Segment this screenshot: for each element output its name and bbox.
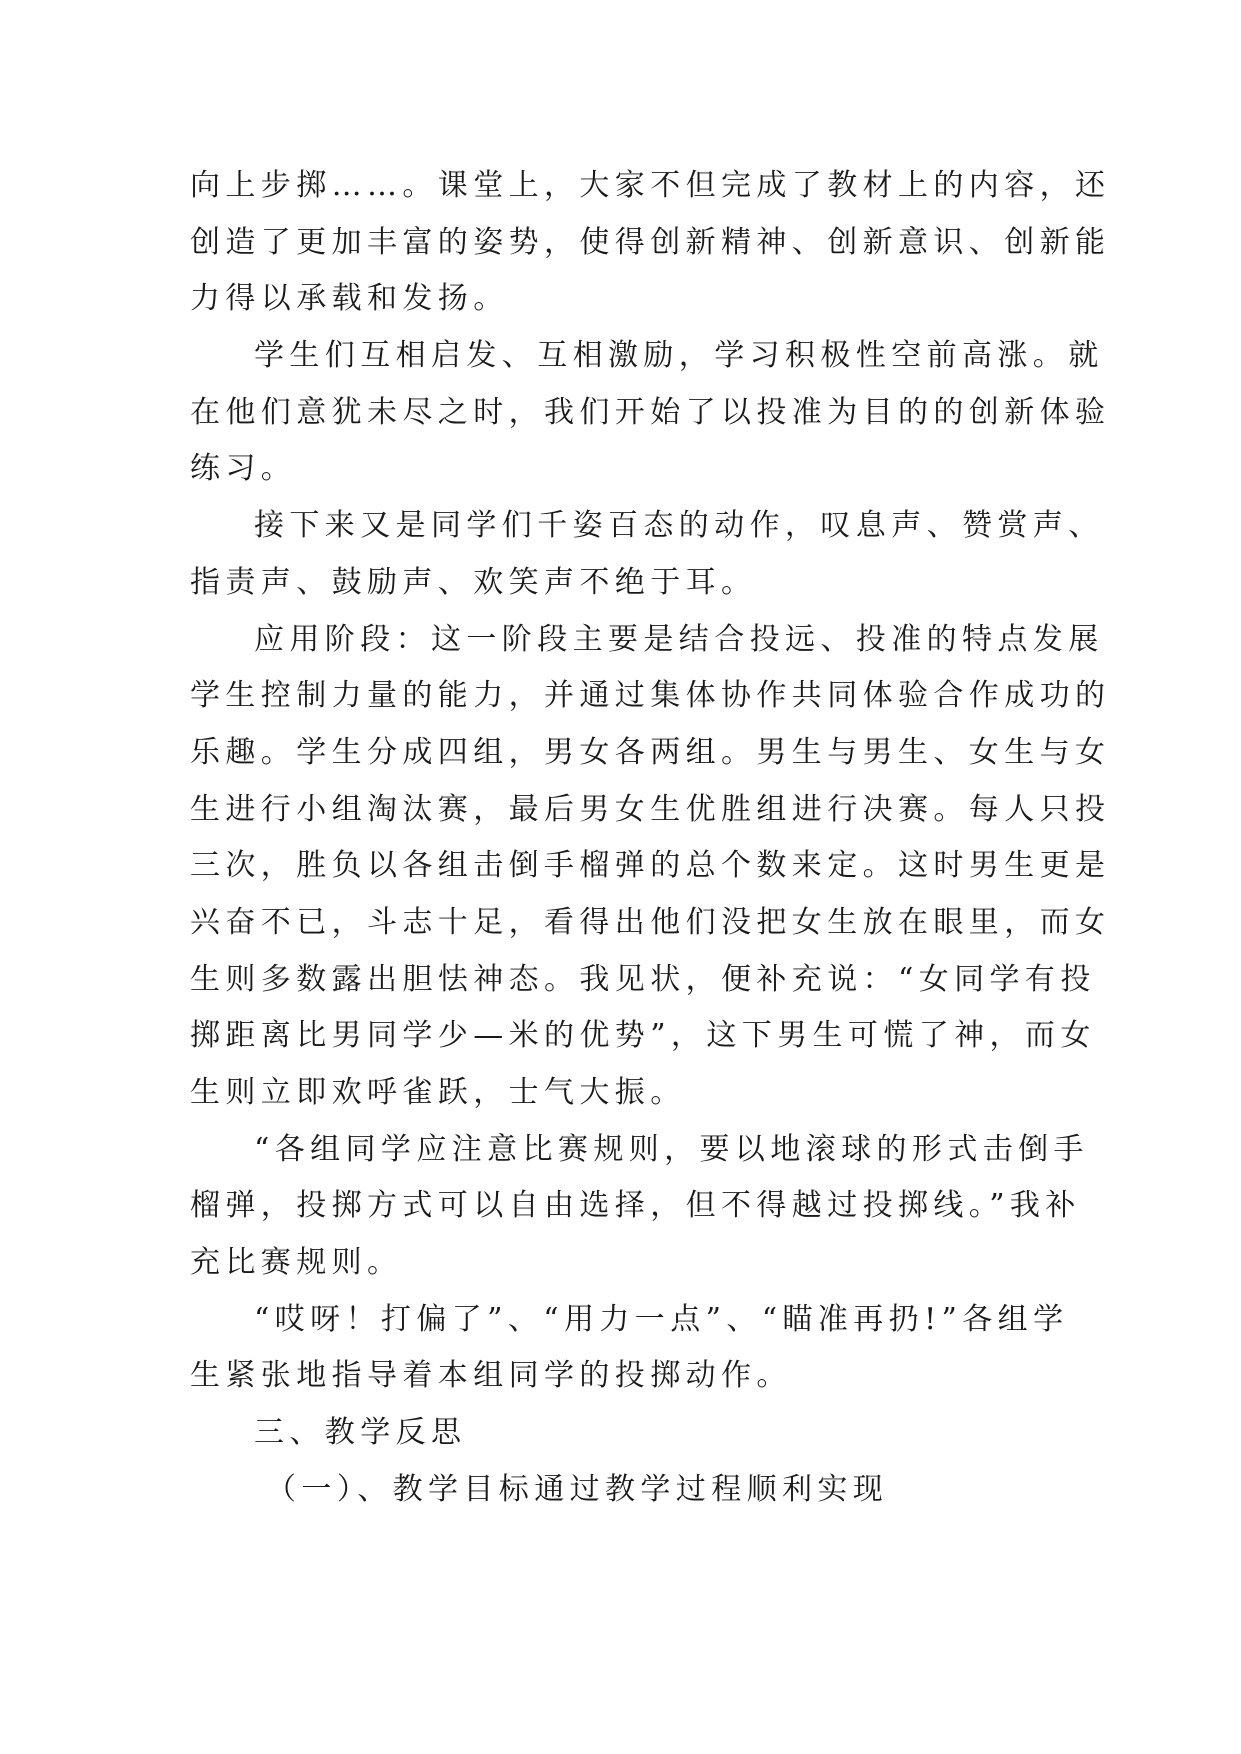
paragraph-line: 指责声、鼓励声、欢笑声不绝于耳。 (190, 564, 757, 600)
document-body (190, 158, 1111, 1519)
paragraph-line: 榴弹，投掷方式可以自由选择，但不得越过投掷线。”我补 (190, 1188, 1081, 1224)
paragraph-line: 练习。 (190, 451, 297, 487)
paragraph-line: 创造了更加丰富的姿势，使得创新精神、创新意识、创新能 (190, 224, 1111, 260)
paragraph-line: 应用阶段：这一阶段主要是结合投远、投准的特点发展 (254, 621, 1104, 657)
paragraph-line: “各组同学应注意比赛规则，要以地滚球的形式击倒手 (254, 1131, 1089, 1167)
paragraph-line: 在他们意犹未尽之时，我们开始了以投准为目的的创新体验 (190, 394, 1111, 430)
paragraph-line: 充比赛规则。 (190, 1245, 403, 1281)
paragraph-line: 学生们互相启发、互相激励，学习积极性空前高涨。就 (254, 338, 1104, 374)
paragraph-line: 生则立即欢呼雀跃，士气大振。 (190, 1075, 686, 1110)
paragraph-line: 学生控制力量的能力，并通过集体协作共同体验合作成功的 (190, 678, 1111, 714)
paragraph-line: 接下来又是同学们千姿百态的动作，叹息声、赞赏声、 (254, 508, 1104, 544)
paragraph-line: 力得以承载和发扬。 (190, 281, 509, 317)
paragraph-line: 生则多数露出胆怯神态。我见状，便补充说：“女同学有投 (190, 961, 1096, 997)
paragraph-line: 三次，胜负以各组击倒手榴弹的总个数来定。这时男生更是 (190, 848, 1111, 884)
paragraph-line: 乐趣。学生分成四组，男女各两组。男生与男生、女生与女 (190, 734, 1111, 770)
paragraph-line: 向上步掷……。课堂上，大家不但完成了教材上的内容，还 (190, 168, 1111, 203)
paragraph-line: 掷距离比男同学少—米的优势”，这下男生可慌了神，而女 (190, 1018, 1096, 1054)
paragraph-line: 兴奋不已，斗志十足，看得出他们没把女生放在眼里，而女 (190, 904, 1111, 940)
subsection-heading: （一）、教学目标通过教学过程顺利实现 (266, 1471, 889, 1507)
paragraph-line: 生进行小组淘汰赛，最后男女生优胜组进行决赛。每人只投 (190, 791, 1111, 827)
section-heading: 三、教学反思 (254, 1415, 467, 1451)
paragraph-line: 生紧张地指导着本组同学的投掷动作。 (190, 1358, 792, 1394)
paragraph-line: “哎呀！打偏了”、“用力一点”、“瞄准再扔!”各组学 (254, 1301, 1069, 1337)
